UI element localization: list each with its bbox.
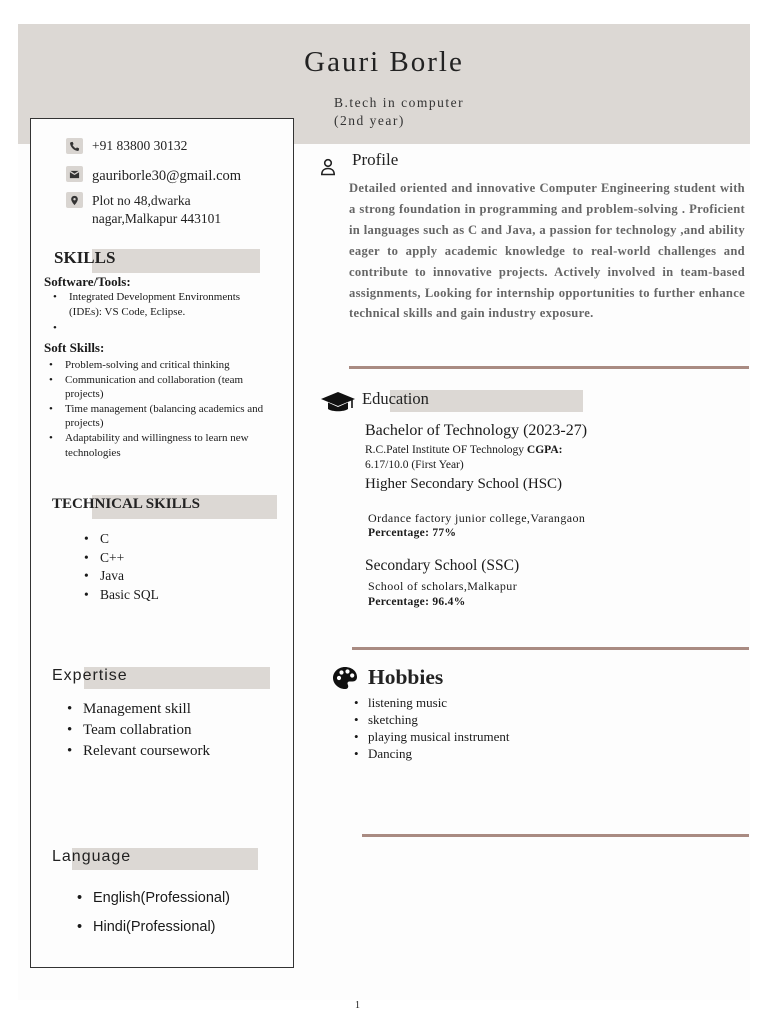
location-pin-icon (66, 192, 83, 208)
btech-cgpa-label: CGPA: (526, 444, 563, 456)
btech-institute: R.C.Patel Institute OF Technology (365, 444, 527, 456)
list-item: • playing musical instrument (368, 728, 510, 745)
btech-cgpa-value: 6.17/10.0 (First Year) (365, 459, 464, 471)
list-item: • English(Professional) (93, 884, 230, 913)
profile-summary: Detailed oriented and innovative Computer Engineering student with a strong foundation in programming and problem-solving . Proficient in languages such as C and Java, a passion for technology ,and ability eager to apply academic knowledge to real-world challenges and contribute to innovative projects. Actively involved in team-based assignments, Looking for internship opportunities to further enhance technical skills and gain industry exposure. (349, 181, 745, 321)
skills-title-bar (92, 249, 260, 273)
ssc-institute: School of scholars,Malkapur (368, 579, 518, 593)
palette-icon (332, 666, 358, 690)
divider (349, 366, 749, 369)
graduation-cap-icon (320, 390, 356, 416)
list-item (69, 321, 274, 335)
software-tools-heading: Software/Tools: (44, 274, 131, 289)
ssc-title: Secondary School (SSC) (365, 557, 520, 574)
list-item: • C (100, 530, 159, 549)
skills-title: SKILLS (54, 248, 116, 267)
technical-skills-title: TECHNICAL SKILLS (52, 496, 200, 512)
list-item: • Integrated Development Environments (IDEs): VS Code, Eclipse. (69, 290, 274, 319)
list-item: • Relevant coursework (83, 741, 210, 762)
candidate-subtitle (334, 94, 464, 130)
address-line-2: nagar,Malkapur 443101 (92, 211, 222, 226)
hobbies-list (368, 694, 510, 762)
language-title: Language (52, 848, 132, 865)
profile-title: Profile (352, 150, 399, 169)
list-item: • Team collabration (83, 720, 210, 741)
page-number: 1 (355, 1000, 360, 1011)
list-item: • Management skill (83, 699, 210, 720)
hsc-institute: Ordance factory junior college,Varangaon (368, 511, 586, 525)
software-tools-list (69, 290, 274, 335)
list-item: • Problem-solving and critical thinking (65, 358, 275, 373)
expertise-title: Expertise (52, 667, 128, 684)
person-icon (320, 158, 336, 176)
list-item: • Java (100, 567, 159, 586)
list-item: • Adaptability and willingness to learn new technologies (65, 431, 275, 460)
subtitle-line-1: B.tech in computer (334, 95, 465, 110)
soft-skills-list (65, 358, 275, 460)
divider (352, 647, 749, 650)
soft-skills-heading: Soft Skills: (44, 340, 105, 355)
language-list (93, 884, 230, 941)
btech-title: Bachelor of Technology (2023-27) (365, 422, 588, 439)
address-line-1: Plot no 48,dwarka (92, 193, 191, 208)
education-title: Education (362, 389, 429, 408)
hsc-title: Higher Secondary School (HSC) (365, 476, 563, 492)
subtitle-line-2: (2nd year) (334, 113, 405, 128)
btech-institute-line (365, 444, 562, 456)
phone-number: +91 83800 30132 (92, 138, 188, 153)
list-item: • Basic SQL (100, 586, 159, 605)
technical-skills-list (100, 530, 159, 604)
sidebar-panel (30, 118, 294, 968)
phone-icon (66, 138, 83, 154)
divider (362, 834, 749, 837)
list-item: • Communication and collaboration (team projects) (65, 373, 275, 402)
list-item: • Dancing (368, 745, 510, 762)
address (92, 192, 221, 228)
list-item: • Time management (balancing academics and projects) (65, 402, 275, 431)
candidate-name: Gauri Borle (304, 46, 464, 78)
ssc-percentage: Percentage: 96.4% (368, 596, 466, 608)
list-item: • listening music (368, 694, 510, 711)
expertise-list (83, 699, 210, 762)
list-item: • Hindi(Professional) (93, 913, 230, 942)
list-item: • sketching (368, 711, 510, 728)
mail-icon (66, 166, 83, 182)
hsc-percentage: Percentage: 77% (368, 527, 457, 539)
list-item: • C++ (100, 549, 159, 568)
email-address: gauriborle30@gmail.com (92, 168, 242, 184)
hobbies-title: Hobbies (368, 665, 444, 689)
